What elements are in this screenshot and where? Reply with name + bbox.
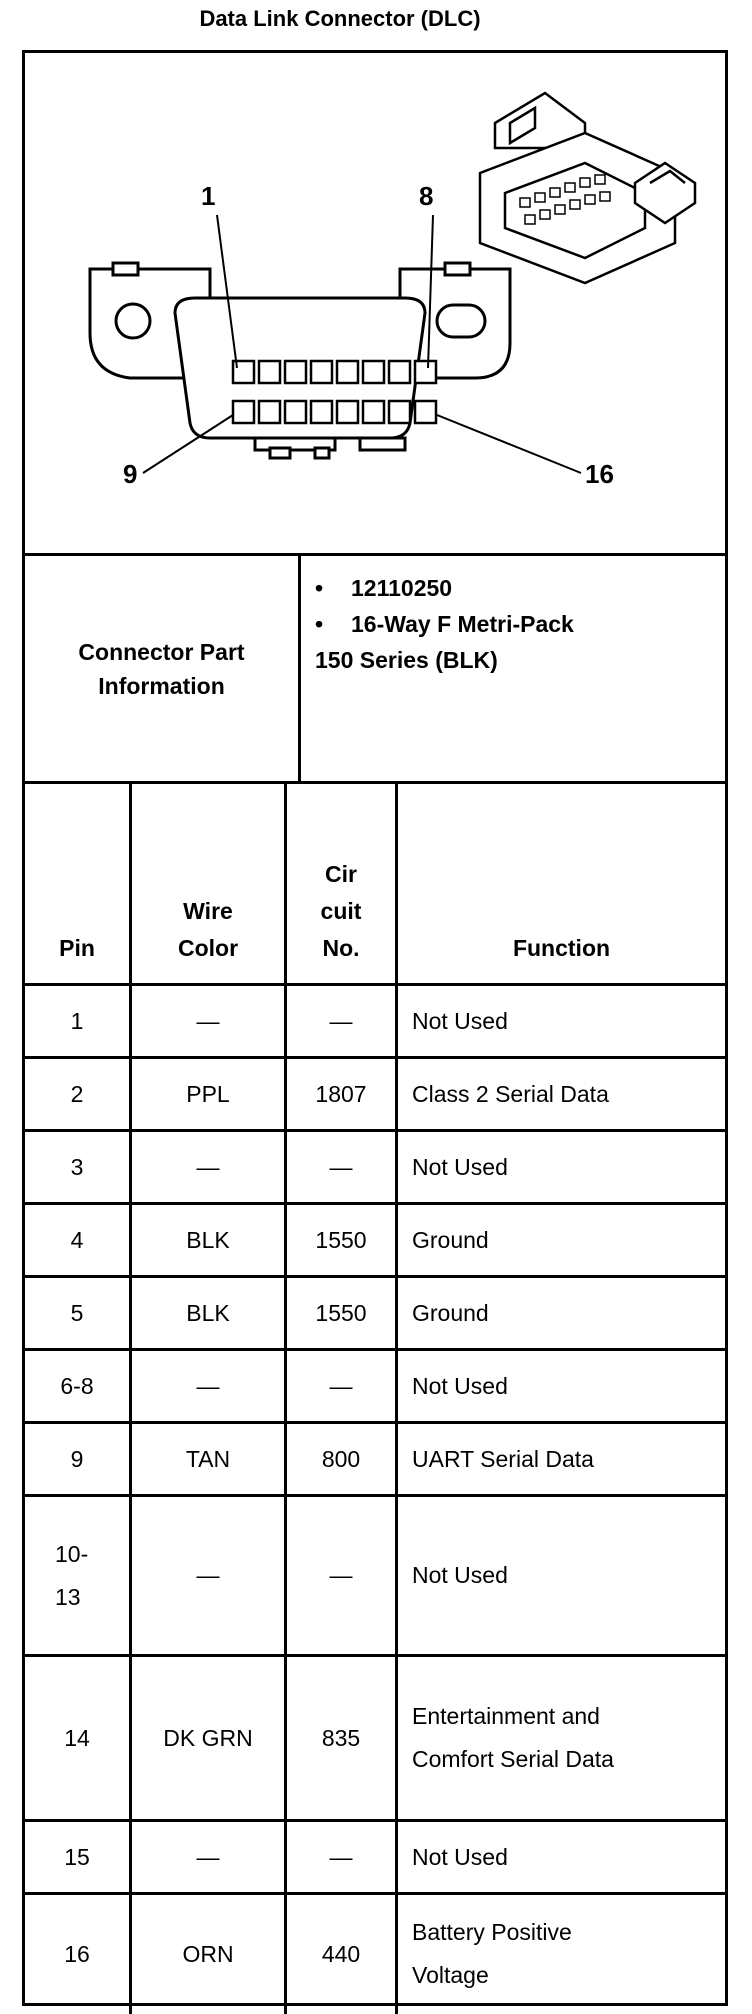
cell-pin: 3: [25, 1131, 131, 1204]
cell-pin: 14: [25, 1656, 131, 1821]
cell-wire-color: BLK: [131, 1204, 286, 1277]
pin-1-label: 1: [201, 181, 216, 211]
cell-function: Entertainment and Comfort Serial Data: [397, 1656, 726, 1821]
cell-circuit: 800: [286, 1423, 397, 1496]
header-wire-color: Wire Color: [131, 784, 286, 985]
cell-wire-color: BLK: [131, 1277, 286, 1350]
table-header-row: [25, 784, 725, 985]
table-row: [25, 1894, 725, 2014]
connector-series: 150 Series (BLK): [315, 647, 498, 673]
cell-function: Not Used: [397, 985, 726, 1058]
table-row: [25, 1496, 725, 1656]
connector-diagram: [25, 53, 725, 556]
cell-pin: 10-13: [25, 1496, 131, 1656]
cell-function: Not Used: [397, 1496, 726, 1656]
part-number-item: • 12110250: [315, 575, 453, 601]
cell-circuit: —: [286, 985, 397, 1058]
cell-function: UART Serial Data: [397, 1423, 726, 1496]
table-row: [25, 1423, 725, 1496]
cell-pin: 15: [25, 1821, 131, 1894]
cell-circuit: —: [286, 1131, 397, 1204]
table-row: [25, 1350, 725, 1423]
cell-function: Not Used: [397, 1131, 726, 1204]
cell-circuit: 1550: [286, 1204, 397, 1277]
cell-pin: 6-8: [25, 1350, 131, 1423]
header-pin: Pin: [25, 784, 131, 985]
cell-pin: 2: [25, 1058, 131, 1131]
table-row: [25, 1656, 725, 1821]
table-row: [25, 1204, 725, 1277]
table-row: [25, 985, 725, 1058]
cell-function: Battery Positive Voltage: [397, 1894, 726, 2014]
cell-wire-color: —: [131, 985, 286, 1058]
cell-circuit: 1550: [286, 1277, 397, 1350]
cell-function: Ground: [397, 1204, 726, 1277]
cell-wire-color: DK GRN: [131, 1656, 286, 1821]
header-circuit-no: Cir cuit No.: [286, 784, 397, 985]
table-row: [25, 1131, 725, 1204]
document-title: Data Link Connector (DLC): [199, 6, 481, 31]
header-function: Function: [397, 784, 726, 985]
cell-function: Class 2 Serial Data: [397, 1058, 726, 1131]
cell-circuit: 440: [286, 1894, 397, 2014]
pinout-table: [25, 784, 725, 2014]
cell-circuit: 835: [286, 1656, 397, 1821]
connector-3d-icon: [480, 93, 695, 283]
pin-9-label: 9: [123, 459, 138, 489]
cell-wire-color: PPL: [131, 1058, 286, 1131]
connector-part-information: [25, 556, 725, 784]
table-row: [25, 1277, 725, 1350]
cell-function: Ground: [397, 1277, 726, 1350]
pin-16-label: 16: [585, 459, 614, 489]
cell-circuit: 1807: [286, 1058, 397, 1131]
cell-function: Not Used: [397, 1350, 726, 1423]
table-row: [25, 1058, 725, 1131]
cell-wire-color: —: [131, 1350, 286, 1423]
table-row: [25, 1821, 725, 1894]
pin-8-label: 8: [419, 181, 434, 211]
cell-wire-color: ORN: [131, 1894, 286, 2014]
cell-wire-color: —: [131, 1496, 286, 1656]
connector-type-item: • 16-Way F Metri-Pack: [315, 611, 574, 637]
connector-part-info-values: [301, 556, 725, 781]
cell-circuit: —: [286, 1496, 397, 1656]
connector-sheet: [22, 50, 728, 2006]
cell-wire-color: TAN: [131, 1423, 286, 1496]
cell-pin: 1: [25, 985, 131, 1058]
cell-pin: 5: [25, 1277, 131, 1350]
cell-circuit: —: [286, 1350, 397, 1423]
cell-circuit: —: [286, 1821, 397, 1894]
cell-pin: 16: [25, 1894, 131, 2014]
connector-part-info-label: Connector Part Information: [25, 556, 301, 781]
cell-function: Not Used: [397, 1821, 726, 1894]
cell-wire-color: —: [131, 1821, 286, 1894]
cell-pin: 9: [25, 1423, 131, 1496]
cell-wire-color: —: [131, 1131, 286, 1204]
cell-pin: 4: [25, 1204, 131, 1277]
